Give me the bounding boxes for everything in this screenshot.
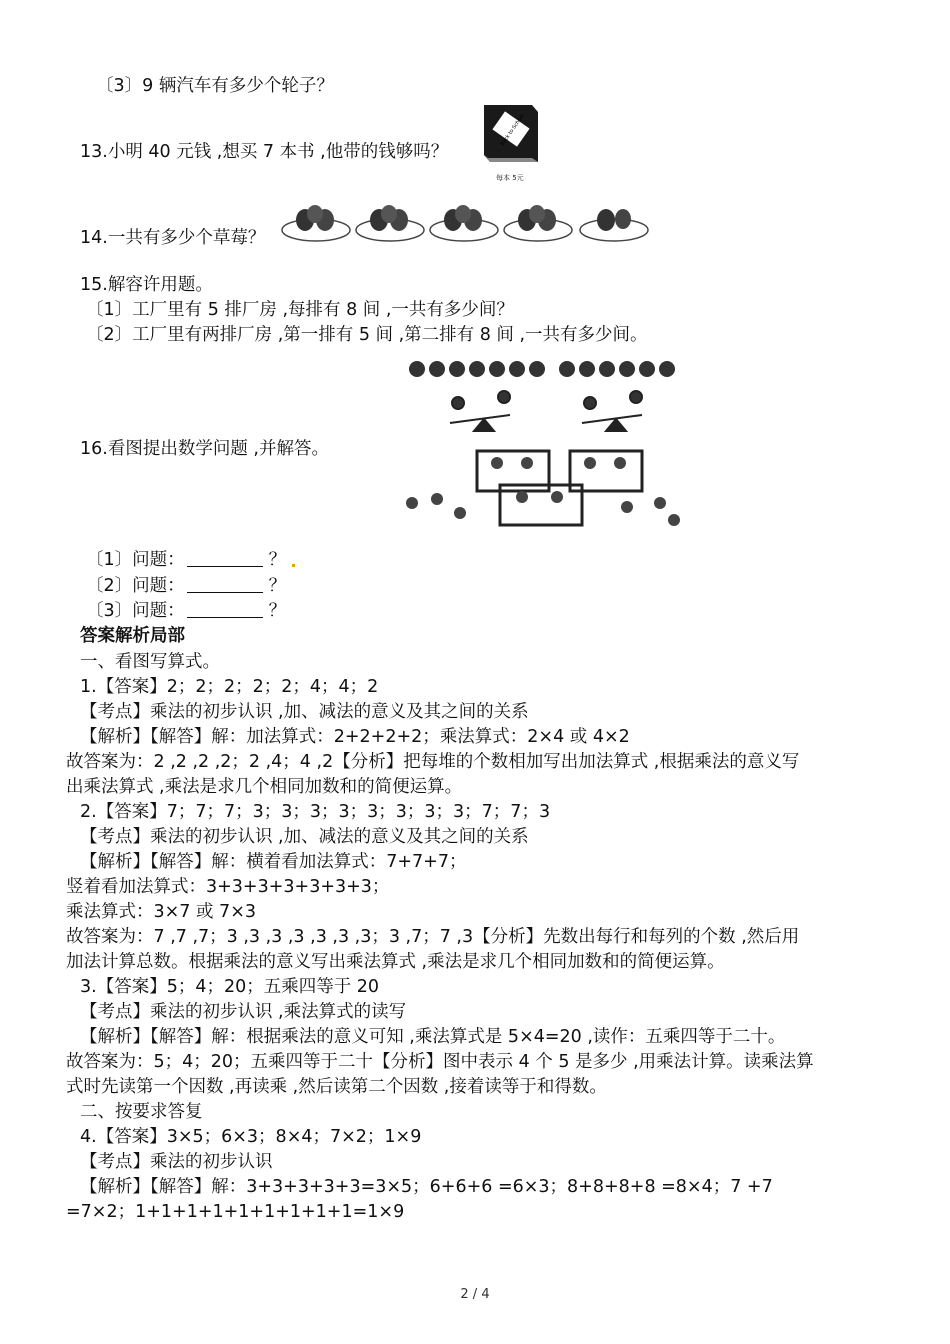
answer-heading: 答案解析局部 [80,626,185,646]
question-15: 15.解容许用题。 [80,275,213,295]
section-2-title: 二、按要求答复 [80,1102,203,1122]
answer-2-jx: 【解析】【解答】解：横着看加法算式：7+7+7； [80,852,467,872]
book-price-label: 每本 5元 [496,174,524,182]
answer-3: 3.【答案】5；4；20；五乘四等于 20 [80,977,380,997]
question-14: 14.一共有多少个草莓？ [80,228,266,248]
playground-illustration [392,355,692,540]
answer-2-conclusion-1: 故答案为：7 ,7 ,7；3 ,3 ,3 ,3 ,3 ,3 ,3；3 ,7；7 ,3【分析】先数出每行和每列的个数 ,然后用 [66,927,800,947]
section-1-title: 一、看图写算式。 [80,652,220,672]
answer-blank-1[interactable] [187,548,263,567]
plate-5 [580,209,648,241]
seesaw-2 [582,391,642,431]
seesaw-1 [450,391,510,431]
plate-4 [504,205,572,241]
book-title-text: Back to School [499,113,526,147]
answer-3-conclusion-2: 式时先读第一个因数 ,再读乘 ,然后读第二个因数 ,接着读等于和得数。 [66,1077,607,1097]
answer-1-conclusion-1: 故答案为：2 ,2 ,2 ,2；2 ,4；4 ,2【分析】把每堆的个数相加写出加法算式 ,根据乘法的意义写 [66,752,800,772]
answer-3-kp: 【考点】乘法的初步认识 ,乘法算式的读写 [80,1002,407,1022]
answer-blank-3[interactable] [187,599,263,618]
question-15-2: 〔2〕工厂里有两排厂房 ,第一排有 5 间 ,第二排有 8 间 ,一共有多少间。 [86,325,648,345]
answer-2-line-2: 竖着看加法算式：3+3+3+3+3+3+3； [66,877,390,897]
plate-2 [356,205,424,241]
answer-blank-2[interactable] [187,574,263,593]
question-13: 13.小明 40 元钱 ,想买 7 本书 ,他带的钱够吗？ [80,142,449,162]
question-15-1: 〔1〕工厂里有 5 排厂房 ,每排有 8 间 ,一共有多少间？ [86,300,514,320]
answer-2-kp: 【考点】乘法的初步认识 ,加、减法的意义及其之间的关系 [80,827,529,847]
trees-row [409,361,675,377]
question-16-2: 〔2〕问题： ？ [86,576,287,596]
book-illustration [476,100,546,185]
answer-3-jx: 【解析】【解答】解：根据乘法的意义可知 ,乘法算式是 5×4=20 ,读作：五乘四等于二十。 [80,1027,786,1047]
plate-3 [430,205,498,241]
question-12-3: 〔3〕9 辆汽车有多少个轮子？ [96,76,334,96]
page-number: 2 / 4 [460,1287,490,1302]
answer-4-jx-1: 【解析】【解答】解：3+3+3+3+3=3×5；6+6+6 =6×3；8+8+8+8 =8×4；7 +7 [80,1177,773,1197]
answer-3-conclusion-1: 故答案为：5；4；20；五乘四等于二十【分析】图中表示 4 个 5 是多少 ,用乘法计算。读乘法算 [66,1052,814,1072]
answer-1: 1.【答案】2；2；2；2；2；4；4；2 [80,677,379,697]
plate-1 [282,205,350,241]
answer-1-kp: 【考点】乘法的初步认识 ,加、减法的意义及其之间的关系 [80,702,529,722]
answer-4: 4.【答案】3×5；6×3；8×4；7×2；1×9 [80,1127,422,1147]
question-16: 16.看图提出数学问题 ,并解答。 [80,439,329,459]
answer-4-jx-2: =7×2；1+1+1+1+1+1+1+1+1=1×9 [66,1202,405,1222]
answer-2-conclusion-2: 加法计算总数。根据乘法的意义写出乘法算式 ,乘法是求几个相同加数和的简便运算。 [66,952,725,972]
answer-2-line-3: 乘法算式：3×7 或 7×3 [66,902,256,922]
answer-4-kp: 【考点】乘法的初步认识 [80,1152,273,1172]
question-16-1: 〔1〕问题： ？ [86,550,287,570]
strawberry-plates-illustration [280,200,655,248]
dot-mark [292,564,295,567]
answer-1-conclusion-2: 出乘法算式 ,乘法是求几个相同加数和的简便运算。 [66,777,463,797]
answer-1-jx: 【解析】【解答】解：加法算式：2+2+2+2；乘法算式：2×4 或 4×2 [80,727,630,747]
question-16-3: 〔3〕问题： ？ [86,601,287,621]
answer-2: 2.【答案】7；7；7；3；3；3；3；3；3；3；3；7；7；3 [80,802,551,822]
